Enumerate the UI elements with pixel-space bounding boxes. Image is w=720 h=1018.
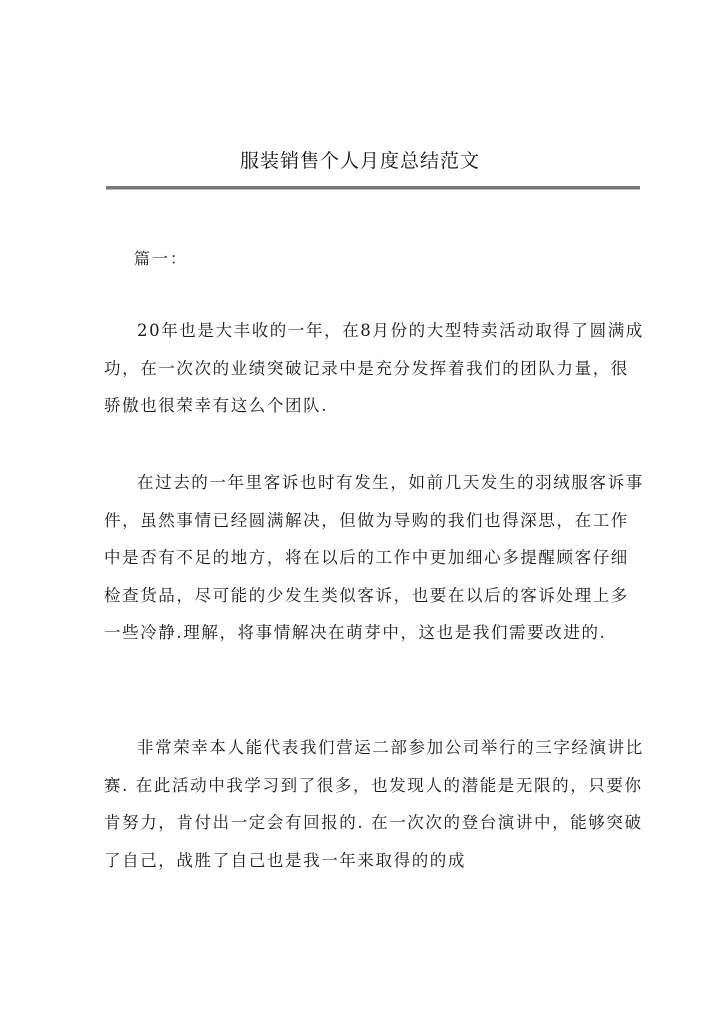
document-title: 服装销售个人月度总结范文: [239, 150, 480, 172]
title-divider: [106, 186, 640, 189]
section-heading: 篇一：: [134, 249, 189, 268]
paragraph-3: 非常荣幸本人能代表我们营运二部参加公司举行的三字经演讲比赛. 在此活动中我学习到了很多，也发现人的潜能是无限的，只要你肯努力，肯付出一定会有回报的. 在一次次的登台演讲中，能够突破了自己，战胜了自己也是我一年来取得的的成: [104, 738, 644, 870]
paragraph-2: 在过去的一年里客诉也时有发生，如前几天发生的羽绒服客诉事件，虽然事情已经圆满解决，但做为导购的我们也得深思，在工作中是否有不足的地方，将在以后的工作中更加细心多提醒顾客仔细检查货品，尽可能的少发生类似客诉，也要在以后的客诉处理上多一些冷静.理解，将事情解决在萌芽中，这也是我们需要改进的.: [104, 473, 644, 642]
paragraph-1: 20年也是大丰收的一年，在8月份的大型特卖活动取得了圆满成功，在一次次的业绩突破记录中是充分发挥着我们的团队力量，很骄傲也很荣幸有这么个团队.: [104, 321, 644, 415]
